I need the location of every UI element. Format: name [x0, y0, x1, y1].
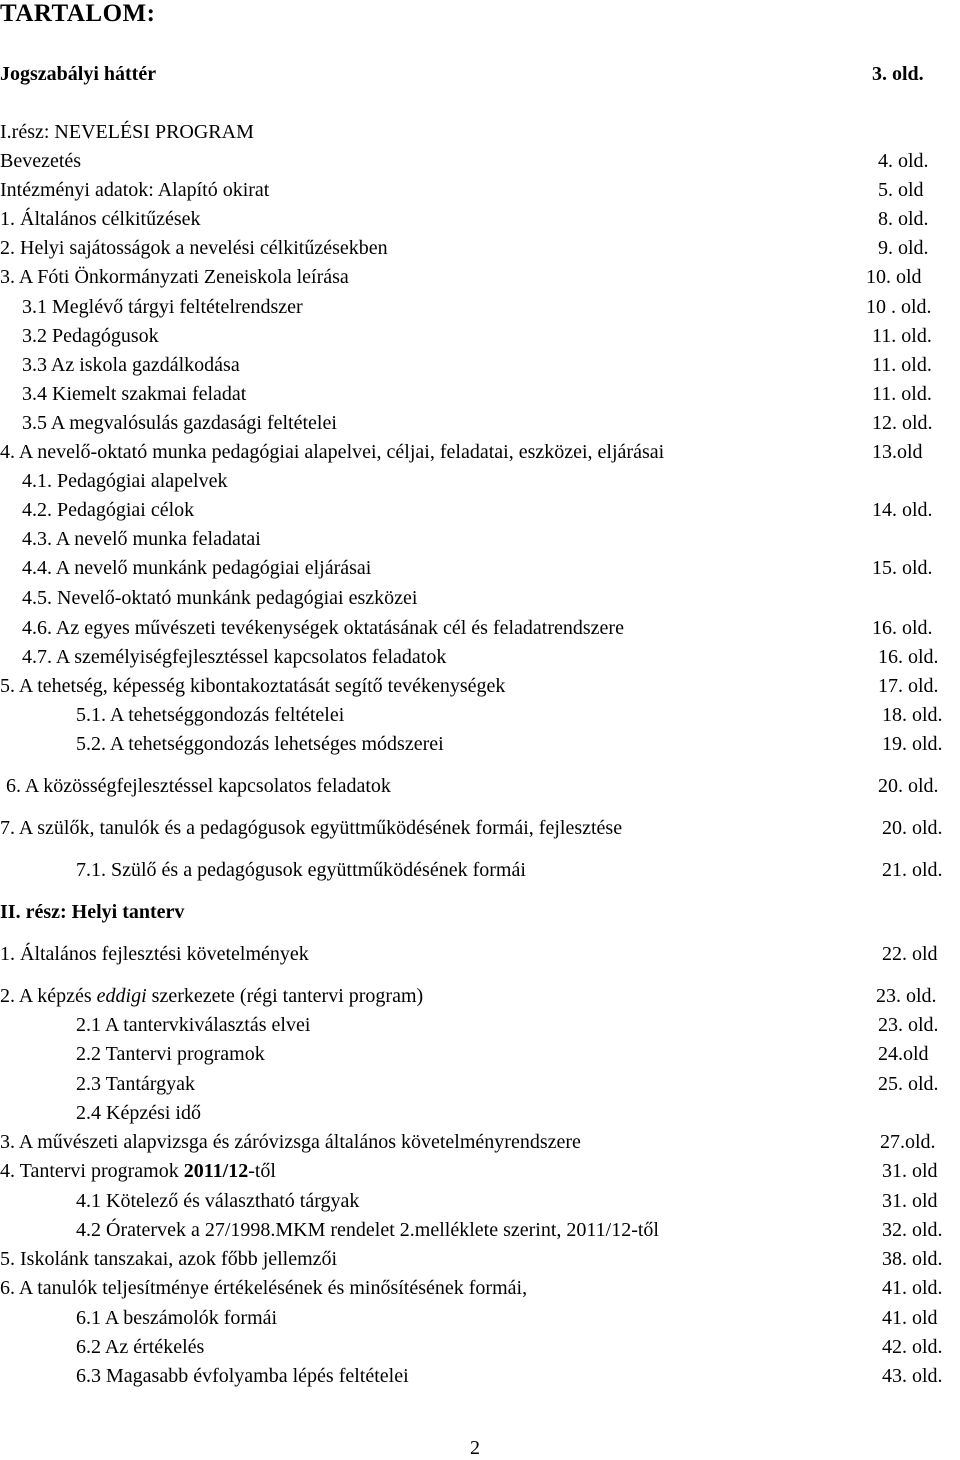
toc-entry-title: 3.1 Meglévő tárgyi feltételrendszer — [22, 296, 303, 318]
toc-entry — [0, 614, 960, 642]
toc-entry-page: 19. old. — [882, 733, 943, 755]
toc-entry-page: 10. old — [866, 266, 922, 288]
toc-entry — [0, 772, 960, 800]
toc-entry-title: 6.1 A beszámolók formái — [76, 1307, 278, 1329]
toc-entry — [0, 1128, 960, 1156]
toc-entry-page: 20. old. — [882, 817, 943, 839]
toc-entry — [0, 234, 960, 262]
toc-entry — [0, 584, 960, 612]
toc-entry-page: 5. old — [878, 179, 924, 201]
toc-entry-title: 7.1. Szülő és a pedagógusok együttműködésének formái — [76, 859, 526, 881]
toc-entry-title: 4.6. Az egyes művészeti tevékenységek oktatásának cél és feladatrendszere — [22, 617, 624, 639]
toc-entry-title: 4.1 Kötelező és választható tárgyak — [76, 1190, 360, 1212]
toc-entry — [0, 1245, 960, 1273]
toc-entry-title: 3.2 Pedagógusok — [22, 325, 159, 347]
page-title: TARTALOM: — [0, 0, 156, 27]
toc-entry — [0, 1362, 960, 1390]
toc-entry-page: 41. old. — [882, 1277, 943, 1299]
toc-entry-title: 2. A képzés eddigi szerkezete (régi tantervi program) — [0, 985, 424, 1007]
toc-entry — [0, 940, 960, 968]
toc-entry-title: Bevezetés — [0, 150, 82, 172]
toc-entry-page: 11. old. — [872, 354, 932, 376]
toc-entry-page: 31. old — [882, 1160, 938, 1182]
page-number: 2 — [470, 1437, 480, 1459]
toc-entry — [0, 701, 960, 729]
toc-entry-page: 16. old. — [878, 646, 939, 668]
toc-entry — [0, 409, 960, 437]
toc-entry — [0, 1187, 960, 1215]
toc-entry-title: II. rész: Helyi tanterv — [0, 901, 185, 923]
toc-entry-title: 5.2. A tehetséggondozás lehetséges módszerei — [76, 733, 444, 755]
toc-entry-title: 7. A szülők, tanulók és a pedagógusok együttműködésének formái, fejlesztése — [0, 817, 623, 839]
toc-entry-title: 3. A művészeti alapvizsga és záróvizsga általános követelményrendszere — [0, 1131, 581, 1153]
toc-entry-title: 4. A nevelő-oktató munka pedagógiai alapelvei, céljai, feladatai, eszközei, eljárásai — [0, 441, 665, 463]
toc-entry-page: 32. old. — [882, 1219, 943, 1241]
toc-entry-title: 6.3 Magasabb évfolyamba lépés feltételei — [76, 1365, 409, 1387]
toc-entry — [0, 1216, 960, 1244]
toc-entry-title: Intézményi adatok: Alapító okirat — [0, 179, 270, 201]
toc-entry — [0, 814, 960, 842]
toc-entry — [0, 982, 960, 1010]
toc-entry-page: 9. old. — [878, 237, 929, 259]
toc-entry-title: 3.4 Kiemelt szakmai feladat — [22, 383, 247, 405]
toc-entry-title: 4.4. A nevelő munkánk pedagógiai eljárásai — [22, 557, 372, 579]
toc-entry — [0, 1099, 960, 1127]
toc-entry — [0, 351, 960, 379]
toc-entry-page: 16. old. — [872, 617, 933, 639]
toc-entry-page: 23. old. — [878, 1014, 939, 1036]
toc-entry — [0, 1333, 960, 1361]
toc-entry-title: 2.3 Tantárgyak — [76, 1073, 195, 1095]
toc-entry-page: 38. old. — [882, 1248, 943, 1270]
toc-entry — [0, 856, 960, 884]
toc-entry-page: 25. old. — [878, 1073, 939, 1095]
toc-entry — [0, 672, 960, 700]
toc-entry — [0, 1011, 960, 1039]
toc-entry — [0, 176, 960, 204]
toc-entry-title: 4.2. Pedagógiai célok — [22, 499, 195, 521]
toc-entry-title: 3.5 A megvalósulás gazdasági feltételei — [22, 412, 337, 434]
toc-entry — [0, 293, 960, 321]
toc-entry-title: I.rész: NEVELÉSI PROGRAM — [0, 121, 254, 143]
toc-entry-page: 24.old — [878, 1043, 929, 1065]
toc-entry — [0, 467, 960, 495]
toc-entry-title: 6. A tanulók teljesítménye értékelésének és minősítésének formái, — [0, 1277, 528, 1299]
toc-entry — [0, 1274, 960, 1302]
toc-entry-title: 4. Tantervi programok 2011/12-től — [0, 1160, 276, 1182]
toc-entry — [0, 554, 960, 582]
toc-entry — [0, 60, 960, 88]
toc-entry — [0, 1040, 960, 1068]
toc-entry — [0, 1157, 960, 1185]
toc-entry-title: 4.2 Óratervek a 27/1998.MKM rendelet 2.melléklete szerint, 2011/12-től — [76, 1219, 659, 1241]
toc-entry-title: 2.1 A tantervkiválasztás elvei — [76, 1014, 311, 1036]
toc-entry-title: 3. A Fóti Önkormányzati Zeneiskola leírása — [0, 266, 349, 288]
toc-entry-title: 6. A közösségfejlesztéssel kapcsolatos feladatok — [6, 775, 391, 797]
toc-entry — [0, 322, 960, 350]
toc-entry-page: 11. old. — [872, 325, 932, 347]
toc-entry-page: 17. old. — [878, 675, 939, 697]
toc-entry-page: 27.old. — [880, 1131, 936, 1153]
toc-entry-title: Jogszabályi háttér — [0, 63, 157, 85]
toc-entry — [0, 380, 960, 408]
toc-entry-title: 2. Helyi sajátosságok a nevelési célkitűzésekben — [0, 237, 388, 259]
toc-entry-page: 3. old. — [872, 63, 924, 85]
toc-entry — [0, 205, 960, 233]
toc-entry — [0, 438, 960, 466]
toc-entry-page: 42. old. — [882, 1336, 943, 1358]
toc-entry-page: 22. old — [882, 943, 938, 965]
toc-entry — [0, 525, 960, 553]
toc-entry-page: 11. old. — [872, 383, 932, 405]
toc-entry-title: 5. Iskolánk tanszakai, azok főbb jellemzői — [0, 1248, 338, 1270]
toc-entry-title: 5.1. A tehetséggondozás feltételei — [76, 704, 345, 726]
toc-entry — [0, 1070, 960, 1098]
toc-entry-title: 5. A tehetség, képesség kibontakoztatását segítő tevékenységek — [0, 675, 506, 697]
toc-entry — [0, 496, 960, 524]
toc-entry-page: 21. old. — [882, 859, 943, 881]
toc-entry-page: 31. old — [882, 1190, 938, 1212]
toc-entry-page: 8. old. — [878, 208, 929, 230]
toc-entry-page: 15. old. — [872, 557, 933, 579]
toc-entry — [0, 898, 960, 926]
toc-entry-title: 4.3. A nevelő munka feladatai — [22, 528, 261, 550]
toc-entry-page: 10 . old. — [866, 296, 932, 318]
toc-entry-title: 2.2 Tantervi programok — [76, 1043, 265, 1065]
toc-entry — [0, 118, 960, 146]
toc-entry — [0, 730, 960, 758]
toc-entry — [0, 263, 960, 291]
toc-entry-page: 13.old — [872, 441, 923, 463]
toc-entry-page: 18. old. — [882, 704, 943, 726]
toc-entry-title: 6.2 Az értékelés — [76, 1336, 205, 1358]
toc-entry-title: 4.1. Pedagógiai alapelvek — [22, 470, 228, 492]
toc-entry-title: 2.4 Képzési idő — [76, 1102, 201, 1124]
toc-entry-page: 20. old. — [878, 775, 939, 797]
toc-entry-page: 23. old. — [876, 985, 937, 1007]
toc-entry-title: 4.5. Nevelő-oktató munkánk pedagógiai eszközei — [22, 587, 418, 609]
toc-entry-title: 1. Általános célkitűzések — [0, 208, 201, 230]
toc-entry-page: 14. old. — [872, 499, 933, 521]
toc-entry — [0, 147, 960, 175]
toc-entry — [0, 643, 960, 671]
toc-entry-page: 12. old. — [872, 412, 933, 434]
toc-entry-title: 1. Általános fejlesztési követelmények — [0, 943, 309, 965]
toc-entry-page: 4. old. — [878, 150, 929, 172]
toc-entry — [0, 1304, 960, 1332]
toc-entry-title: 4.7. A személyiségfejlesztéssel kapcsolatos feladatok — [22, 646, 447, 668]
toc-entry-page: 41. old — [882, 1307, 938, 1329]
toc-entry-page: 43. old. — [882, 1365, 943, 1387]
toc-entry-title: 3.3 Az iskola gazdálkodása — [22, 354, 240, 376]
